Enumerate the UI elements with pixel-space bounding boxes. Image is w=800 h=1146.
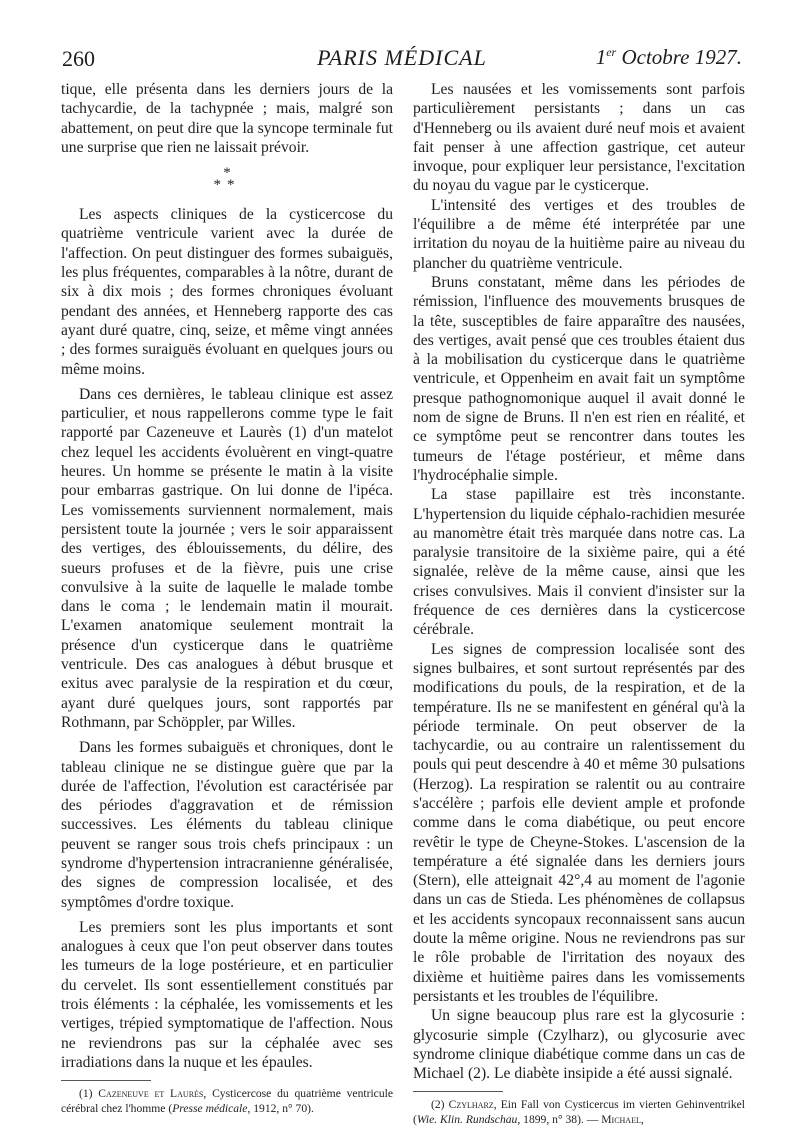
footnote-1 xyxy=(61,1087,393,1116)
footnote-2 xyxy=(413,1098,745,1127)
paragraph: tique, elle présenta dans les derniers jours de la tachycardie, de la tachypnée ; mais, malgré son abattement, on peut dire que la syncope terminale fut une surprise que rien ne laissait prévoir. xyxy=(61,81,393,156)
paragraph: Les nausées et les vomissements sont parfois particulièrement persistants ; dans un cas d'Henneberg ou ils avaient duré neuf mois et avaient fait penser à une affection gastrique, cet auteur invoque, pour expliquer leur persistance, l'excitation du noyau du vague par le cysticerque. xyxy=(413,81,745,195)
footnote-1-journal: Presse médicale xyxy=(172,1101,248,1115)
paragraph: La stase papillaire est très inconstante. L'hypertension du liquide céphalo-rachidien mesurée au manomètre était très marquée dans notre cas. La paralysie transitoire de la sixième paire, qui a été signalée, relève de la même cause, ainsi que les crises convulsives. Mais il convient d'insister sur la fréquence de ces dernières dans la cysticercose cérébrale. xyxy=(413,486,745,639)
footnote-2-text: Ein Fall von Cysticercus im vierten Gehinventrikel ( xyxy=(413,1098,745,1126)
asterism-separator xyxy=(61,165,393,194)
issue-date-rest: Octobre 1927. xyxy=(616,45,742,69)
paragraph: Dans les formes subaiguës et chroniques, dont le tableau clinique ne se distingue guère que par la durée de l'affection, l'évolution est caractérisée par des périodes d'aggravation et de rémission successives. Les éléments du tableau clinique peuvent se ranger sous trois chefs principaux : un syndrome d'hypertension intracranienne généralisée, des signes de compression localisée, et des symptômes d'ordre toxique. xyxy=(61,739,393,911)
running-header xyxy=(62,42,742,76)
paragraph: Dans ces dernières, le tableau clinique est assez particulier, et nous rappellerons comme type le fait rapporté par Cazeneuve et Laurès (1) d'un matelot chez lequel les accidents évoluèrent en vingt-quatre heures. Un homme se présente le matin à la visite pour embarras gastrique. On lui donne de l'ipéca. Les vomissements surviennent normalement, mais persistent toute la journée ; vers le soir apparaissent des vertiges, des éblouissements, du délire, des sueurs profuses et de la fièvre, puis une crise convulsive à la suite de laquelle le malade tombe dans le coma ; le lendemain matin il mourait. L'examen anatomique seulement montrait la présence d'un cysticerque dans le quatrième ventricule. Des cas analogues à début brusque et exitus avec paralysie de la respiration et du cœur, ayant duré quelques jours, sont rapportés par Rothmann, par Schöppler, par Willes. xyxy=(61,385,393,731)
asterism-bottom: ** xyxy=(213,177,241,194)
footnote-1-text: Cysticercose du quatrième ventricule cérébral chez l'homme ( xyxy=(61,1087,393,1115)
footnote-1-end: , 1912, n° 70). xyxy=(247,1101,314,1115)
page-number: 260 xyxy=(62,46,95,71)
issue-date-day: 1 xyxy=(595,45,607,69)
paragraph: L'intensité des vertiges et des troubles de l'équilibre a de même été interprétée par une irritation du noyau de la huitième paire au niveau du plancher du quatrième ventricule. xyxy=(413,196,745,272)
asterism-top: * xyxy=(223,165,231,182)
footnote-2-journal: Wie. Klin. Rundschau xyxy=(416,1112,518,1126)
paragraph: Les aspects cliniques de la cysticercose du quatrième ventricule varient avec la durée de l'affection. On peut distinguer des formes subaiguës, les plus fréquentes, comparables à la nôtre, durant de six à dix mois ; des formes chroniques évoluant pendant des années, et Henneberg rapporte des cas ayant duré quatre, cinq, seize, et même vingt années ; des formes suraiguës évoluant en quelques jours ou même moins. xyxy=(61,206,393,378)
footnote-1-authors: (1) Cazeneuve et Laurès, xyxy=(79,1087,207,1101)
journal-title: PARIS MÉDICAL xyxy=(317,45,487,70)
issue-date xyxy=(596,45,742,70)
footnote-2-authors: (2) Czylharz, xyxy=(431,1098,497,1112)
footnote-2-end: , 1899, n° 38). — xyxy=(517,1112,602,1126)
paragraph: Un signe beaucoup plus rare est la glycosurie : glycosurie simple (Czylharz), ou glycosurie avec syndrome clinique diabétique comme dans un cas de Michael (2). Le diabète insipide a été aussi signalé. xyxy=(413,1007,745,1083)
issue-date-sup: er xyxy=(606,45,617,59)
paragraph: Bruns constatant, même dans les périodes de rémission, l'influence des mouvements brusques de la tête, susceptibles de faire apparaître des nausées, des vertiges, avait pensé que ces troubles étaient dus à la mobilisation du cysticerque dans le quatrième ventricule, et Oppenheim en avait fait un symptôme presque pathognomonique auquel il avait donné le nom de signe de Bruns. Il n'en est rien en réalité, et ce symptôme peut se rencontrer dans toutes les tumeurs de l'étage postérieur, et même dans l'hydrocéphalie simple. xyxy=(413,273,745,484)
left-column xyxy=(61,80,393,1116)
paragraph: Les signes de compression localisée sont des signes bulbaires, et sont surtout représentés par des modifications du pouls, de la respiration, et de la température. Ils ne se manifestent en général qu'à la période terminale. On peut observer de la tachycardie, ou au contraire un ralentissement du pouls qui peut descendre à 40 et même 30 pulsations (Herzog). La respiration se ralentit ou au contraire s'accélère ; parfois elle devient ample et profonde comme dans le coma diabétique, ou peut encore revêtir le type de Cheyne-Stokes. L'ascension de la température a été signalée dans les derniers jours (Stern), elle atteignait 42°,4 au moment de l'agonie dans un cas de Stieda. Les phénomènes de collapsus et les accidents syncopaux reconnaissent sans aucun doute la même origine. Nous ne reviendrons pas sur le rôle probable de l'irritation des noyaux des dixième et huitième paires dans les vomissements persistants et les troubles de l'équilibre. xyxy=(413,640,745,1005)
footnote-2-next: Michael, xyxy=(601,1112,644,1126)
footnote-rule xyxy=(413,1091,503,1092)
right-column xyxy=(413,80,745,1127)
paragraph: Les premiers sont les plus importants et sont analogues à ceux que l'on peut observer dans toutes les tumeurs de la loge postérieure, et en particulier du cervelet. Ils sont essentiellement constitués par trois éléments : la céphalée, les vomissements et les vertiges, trépied symptomatique de l'affection. Nous ne reviendrons pas sur la céphalée avec ses irradiations dans la nuque et les épaules. xyxy=(61,918,393,1071)
footnote-rule xyxy=(61,1080,151,1081)
